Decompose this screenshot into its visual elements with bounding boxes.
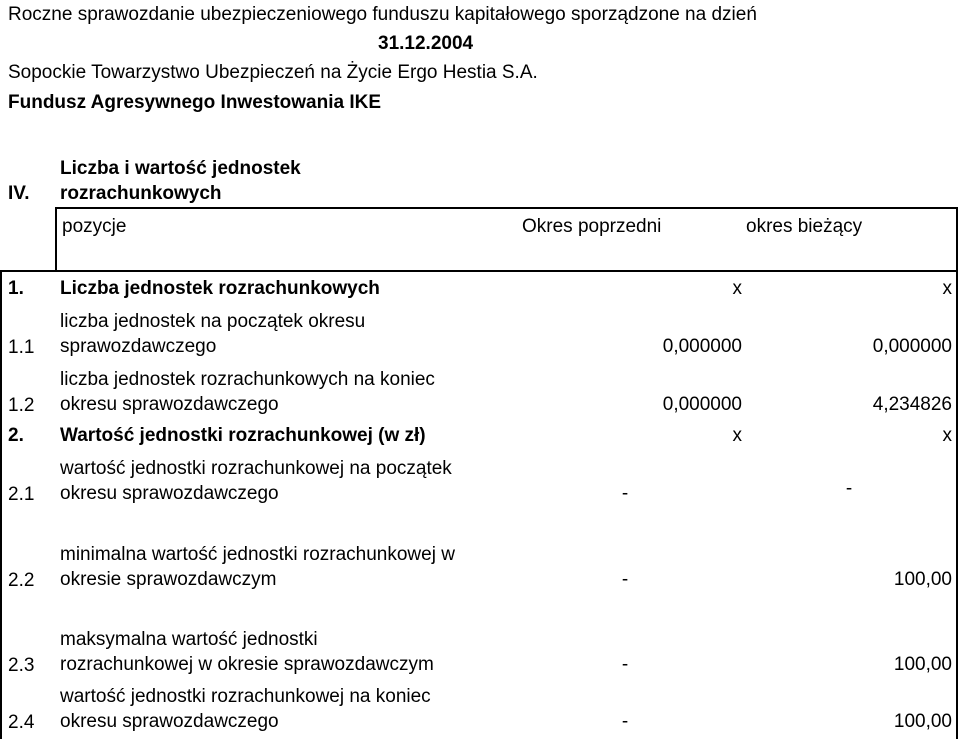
previous-value: x [732,278,742,299]
section-title-line2: rozrachunkowych [60,183,222,204]
report-title: Roczne sprawozdanie ubezpieczeniowego funduszu kapitałowego sporządzone na dzień [8,4,757,25]
current-value: x [942,425,952,446]
column-header-current: okres bieżący [746,216,863,237]
previous-value: 0,000000 [662,336,742,357]
row-label-line1: liczba jednostek rozrachunkowych na koniec [60,369,435,390]
table-header-right-border [956,207,958,272]
report-date: 31.12.2004 [378,33,474,54]
row-label-line2: okresu sprawozdawczego [60,394,279,415]
row-label-line2: okresu sprawozdawczego [60,711,279,732]
row-label-line2: okresu sprawozdawczego [60,483,279,504]
row-label-line1: minimalna wartość jednostki rozrachunkowej w [60,544,455,565]
current-value: 100,00 [893,711,952,732]
row-number: 1.2 [8,395,35,416]
current-value: 100,00 [893,569,952,590]
previous-value: - [621,569,629,590]
previous-value: - [621,654,629,675]
row-label-line2: okresie sprawozdawczym [60,569,277,590]
table-header-bottom-border [0,270,958,272]
previous-value: 0,000000 [662,394,742,415]
row-label-line1: maksymalna wartość jednostki [60,629,318,650]
table-right-border [956,270,958,739]
row-number: 1.1 [8,337,35,358]
current-value: 4,234826 [872,394,952,415]
current-value: 100,00 [893,654,952,675]
current-value: 0,000000 [872,336,952,357]
row-number: 2. [8,425,24,446]
previous-value: x [732,425,742,446]
company-name: Sopockie Towarzystwo Ubezpieczeń na Życie Ergo Hestia S.A. [8,62,538,83]
current-value: - [845,478,853,499]
row-number: 2.4 [8,712,35,733]
row-number: 2.3 [8,655,35,676]
column-header-positions: pozycje [62,216,127,237]
row-number: 1. [8,278,24,299]
section-title-line1: Liczba i wartość jednostek [60,158,301,179]
previous-value: - [621,711,629,732]
row-label-line2: rozrachunkowej w okresie sprawozdawczym [60,654,434,675]
column-header-previous: Okres poprzedni [522,216,662,237]
row-label-line1: wartość jednostki rozrachunkowej na początek [60,458,452,479]
current-value: x [942,278,952,299]
row-label-line1: liczba jednostek na początek okresu [60,311,366,332]
row-number: 2.1 [8,484,35,505]
row-label-line2: sprawozdawczego [60,336,217,357]
fund-name: Fundusz Agresywnego Inwestowania IKE [8,92,382,113]
row-label: Wartość jednostki rozrachunkowej (w zł) [60,425,426,446]
previous-value: - [621,483,629,504]
row-label-line1: wartość jednostki rozrachunkowej na koniec [60,686,431,707]
row-number: 2.2 [8,570,35,591]
section-number: IV. [8,183,30,204]
row-label: Liczba jednostek rozrachunkowych [60,278,380,299]
table-top-border [55,207,958,209]
table-header-left-border [55,207,57,272]
table-left-border [0,270,2,739]
